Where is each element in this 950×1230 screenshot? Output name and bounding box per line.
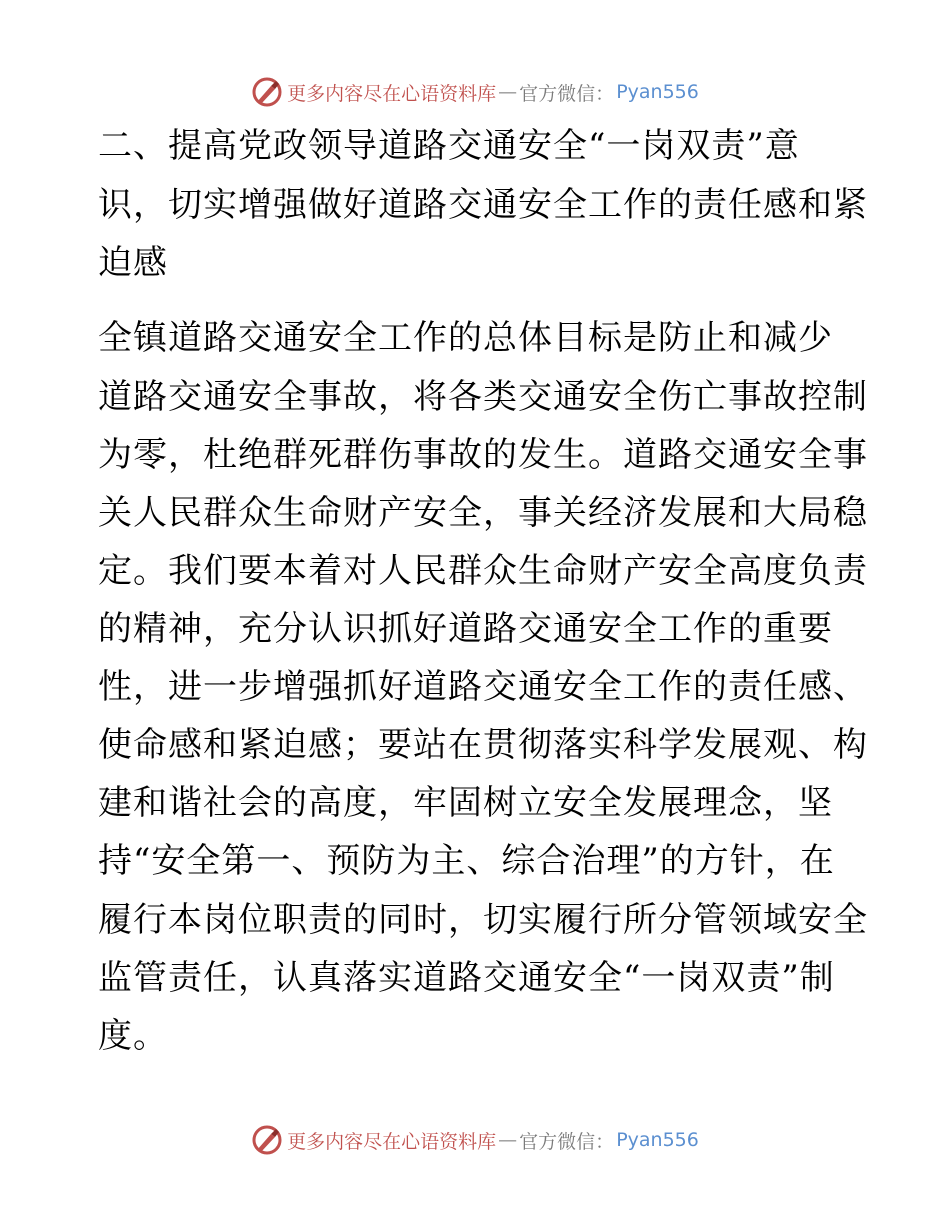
wechat-id: Pyan556	[616, 81, 699, 103]
watermark-text: 更多内容尽在心语资料库	[287, 1130, 497, 1153]
body-line: 持“安全第一、预防为主、综合治理”的方针，在	[98, 841, 835, 881]
wechat-label: 官方微信：	[519, 82, 615, 105]
heading-line: 二、提高党政领导道路交通安全“一岗双责”意	[98, 126, 800, 166]
header-watermark	[0, 72, 950, 112]
watermark-dash: —	[498, 81, 518, 103]
body-line: 关人民群众生命财产安全，事关经济发展和大局稳	[98, 493, 868, 533]
body-line: 使命感和紧迫感；要站在贯彻落实科学发展观、构	[98, 725, 868, 765]
body-line: 全镇道路交通安全工作的总体目标是防止和减少	[98, 318, 833, 358]
heading-line: 迫感	[98, 243, 168, 283]
body-line: 监管责任，认真落实道路交通安全“一岗双责”制	[98, 958, 835, 998]
wechat-label: 官方微信：	[519, 1130, 615, 1153]
body-line: 的精神，充分认识抓好道路交通安全工作的重要	[98, 609, 833, 649]
pen-logo-icon	[251, 76, 283, 108]
body-line: 度。	[98, 1016, 168, 1056]
body-line: 为零，杜绝群死群伤事故的发生。道路交通安全事	[98, 435, 868, 475]
pen-logo-icon	[251, 1124, 283, 1156]
body-line: 性，进一步增强抓好道路交通安全工作的责任感、	[98, 667, 868, 707]
wechat-id: Pyan556	[616, 1129, 699, 1151]
body-line: 建和谐社会的高度，牢固树立安全发展理念，坚	[98, 783, 833, 823]
body-line: 履行本岗位职责的同时，切实履行所分管领域安全	[98, 900, 868, 940]
body-line: 道路交通安全事故，将各类交通安全伤亡事故控制	[98, 377, 868, 417]
heading-line: 识，切实增强做好道路交通安全工作的责任感和紧	[98, 185, 868, 225]
body-line: 定。我们要本着对人民群众生命财产安全高度负责	[98, 551, 868, 591]
watermark-text: 更多内容尽在心语资料库	[287, 82, 497, 105]
watermark-dash: —	[498, 1129, 518, 1151]
footer-watermark	[0, 1120, 950, 1160]
